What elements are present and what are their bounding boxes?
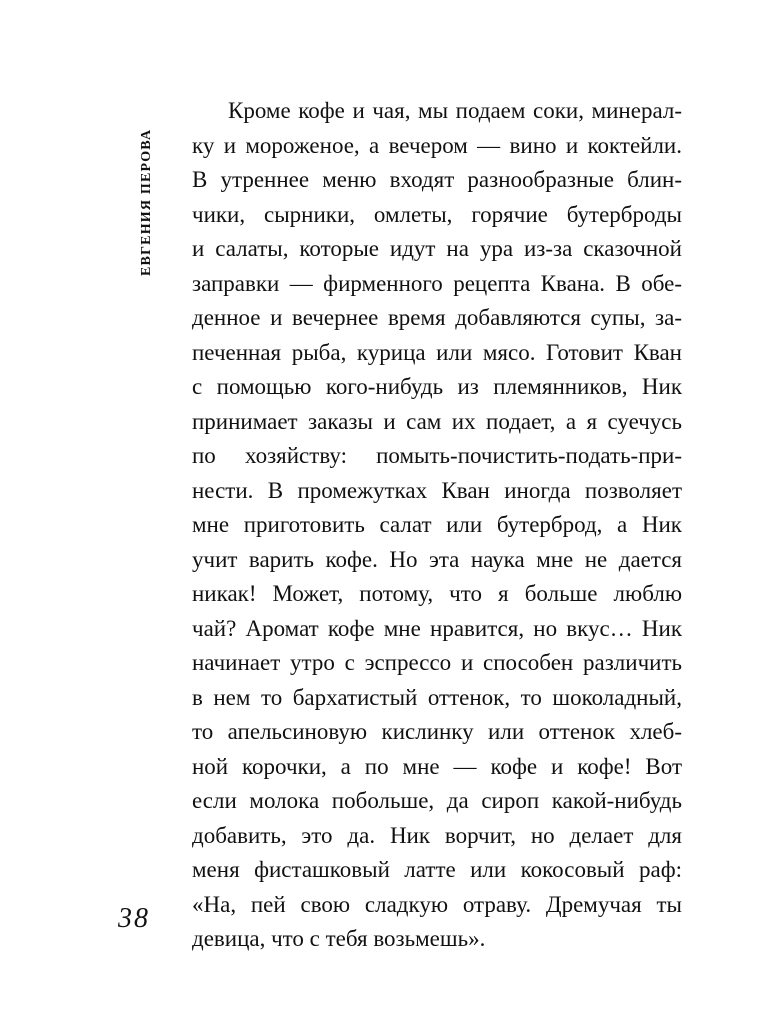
text-line: чики, сырники, омлеты, горячие бутерброды [192,201,682,227]
text-line: учит варить кофе. Но эта наука мне не дается [192,546,682,572]
text-line: добавить, это да. Ник ворчит, но делает для [192,822,682,848]
text-line: то апельсиновую кислинку или оттенок хлеб- [192,719,682,744]
text-line: заправки — фирменного рецепта Квана. В обе- [192,270,682,296]
text-line: ку и мороженое, а вечером — вино и коктейли. [192,132,682,158]
text-line: принимает заказы и сам их подает, а я суечусь [192,408,682,434]
body-text [192,94,682,957]
text-line: «На, пей свою сладкую отраву. Дремучая ты [192,891,682,917]
text-line: денное и вечернее время добавляются супы, за- [192,305,682,330]
text-line: с помощью кого-нибудь из племянников, Ник [192,374,682,399]
running-head-author: ЕВГЕНИЯ ПЕРОВА [139,128,154,276]
text-line: в нем то бархатистый оттенок, то шоколадный, [192,684,682,710]
text-line: мне приготовить салат или бутерброд, а Ник [192,512,682,537]
text-line: начинает утро с эспрессо и способен различить [192,650,682,675]
text-line: ной корочки, а по мне — кофе и кофе! Вот [192,753,682,779]
text-line: если молока побольше, да сироп какой-нибудь [192,788,682,813]
text-line: по хозяйству: помыть-почистить-подать-при- [192,443,682,468]
text-line: чай? Аромат кофе мне нравится, но вкус… Ник [192,615,682,641]
text-line: нести. В промежутках Кван иногда позволяет [192,477,682,503]
text-line: девица, что с тебя возьмешь». [192,926,486,951]
text-line: Кроме кофе и чая, мы подаем соки, минерал- [228,98,682,123]
text-line: В утреннее меню входят разнообразные блин- [192,167,682,192]
text-line: печенная рыба, курица или мясо. Готовит Кван [192,339,682,365]
text-line: меня фисташковый латте или кокосовый раф: [192,857,682,882]
page-number: 38 [118,903,150,934]
text-line: и салаты, которые идут на ура из-за сказочной [192,236,682,261]
text-line: никак! Может, потому, что я больше люблю [192,581,682,606]
